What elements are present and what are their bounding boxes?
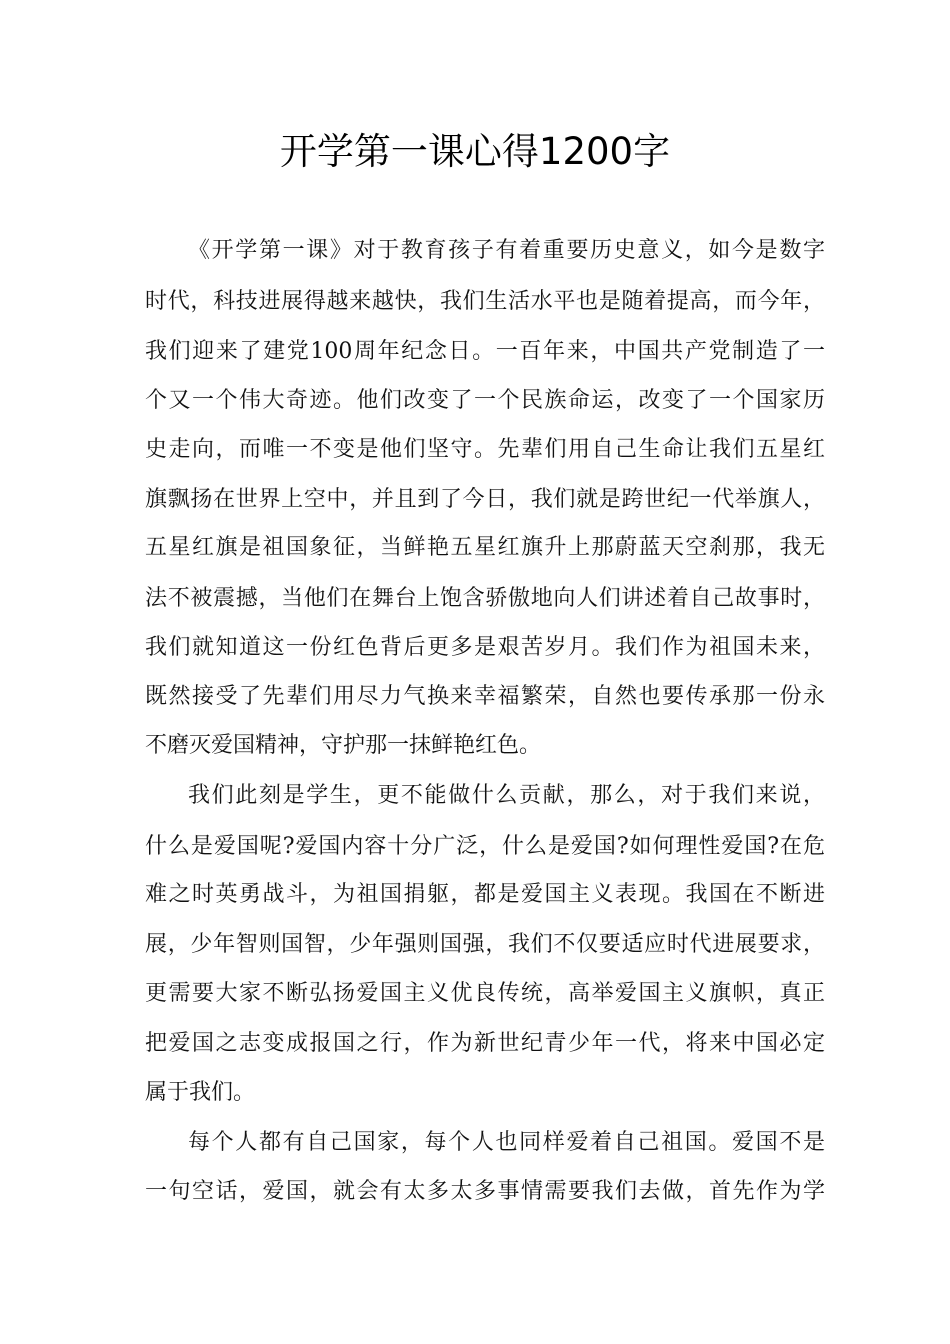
paragraph-1-line-7: 五星红旗是祖国象征，当鲜艳五星红旗升上那蔚蓝天空刹那，我无 bbox=[145, 535, 825, 560]
paragraph-1-line-2: 时代，科技进展得越来越快，我们生活水平也是随着提高，而今年， bbox=[145, 289, 825, 314]
document-title: 开学第一课心得1200字 bbox=[279, 130, 671, 173]
paragraph-2-line-5: 更需要大家不断弘扬爱国主义优良传统，高举爱国主义旗帜，真正 bbox=[145, 981, 825, 1006]
paragraph-1-line-3: 我们迎来了建党100周年纪念日。一百年来，中国共产党制造了一 bbox=[145, 339, 825, 364]
paragraph-2-line-4: 展，少年智则国智，少年强则国强，我们不仅要适应时代进展要求， bbox=[145, 932, 825, 957]
paragraph-1-line-11: 不磨灭爱国精神，守护那一抹鲜艳红色。 bbox=[145, 733, 542, 758]
paragraph-2-line-3: 难之时英勇战斗，为祖国捐躯，都是爱国主义表现。我国在不断进 bbox=[145, 882, 825, 907]
paragraph-1-line-1: 《开学第一课》对于教育孩子有着重要历史意义，如今是数字 bbox=[188, 238, 825, 263]
paragraph-2-line-2: 什么是爱国呢?爱国内容十分广泛，什么是爱国?如何理性爱国?在危 bbox=[145, 834, 825, 859]
paragraph-2-line-6: 把爱国之志变成报国之行，作为新世纪青少年一代，将来中国必定 bbox=[145, 1031, 825, 1056]
paragraph-1-line-8: 法不被震撼，当他们在舞台上饱含骄傲地向人们讲述着自己故事时， bbox=[145, 586, 825, 611]
paragraph-3-line-2: 一句空话，爱国，就会有太多太多事情需要我们去做，首先作为学 bbox=[145, 1179, 825, 1204]
paragraph-1-line-4: 个又一个伟大奇迹。他们改变了一个民族命运，改变了一个国家历 bbox=[145, 388, 825, 413]
paragraph-1-line-5: 史走向，而唯一不变是他们坚守。先辈们用自己生命让我们五星红 bbox=[145, 437, 825, 462]
paragraph-1-line-9: 我们就知道这一份红色背后更多是艰苦岁月。我们作为祖国未来， bbox=[145, 635, 825, 660]
paragraph-3-line-1: 每个人都有自己国家，每个人也同样爱着自己祖国。爱国不是 bbox=[188, 1130, 825, 1155]
paragraph-2-line-1: 我们此刻是学生，更不能做什么贡献，那么，对于我们来说， bbox=[188, 783, 825, 808]
paragraph-1-line-6: 旗飘扬在世界上空中，并且到了今日，我们就是跨世纪一代举旗人， bbox=[145, 487, 825, 512]
paragraph-2-line-7: 属于我们。 bbox=[145, 1080, 256, 1105]
paragraph-1-line-10: 既然接受了先辈们用尽力气换来幸福繁荣，自然也要传承那一份永 bbox=[145, 684, 825, 709]
